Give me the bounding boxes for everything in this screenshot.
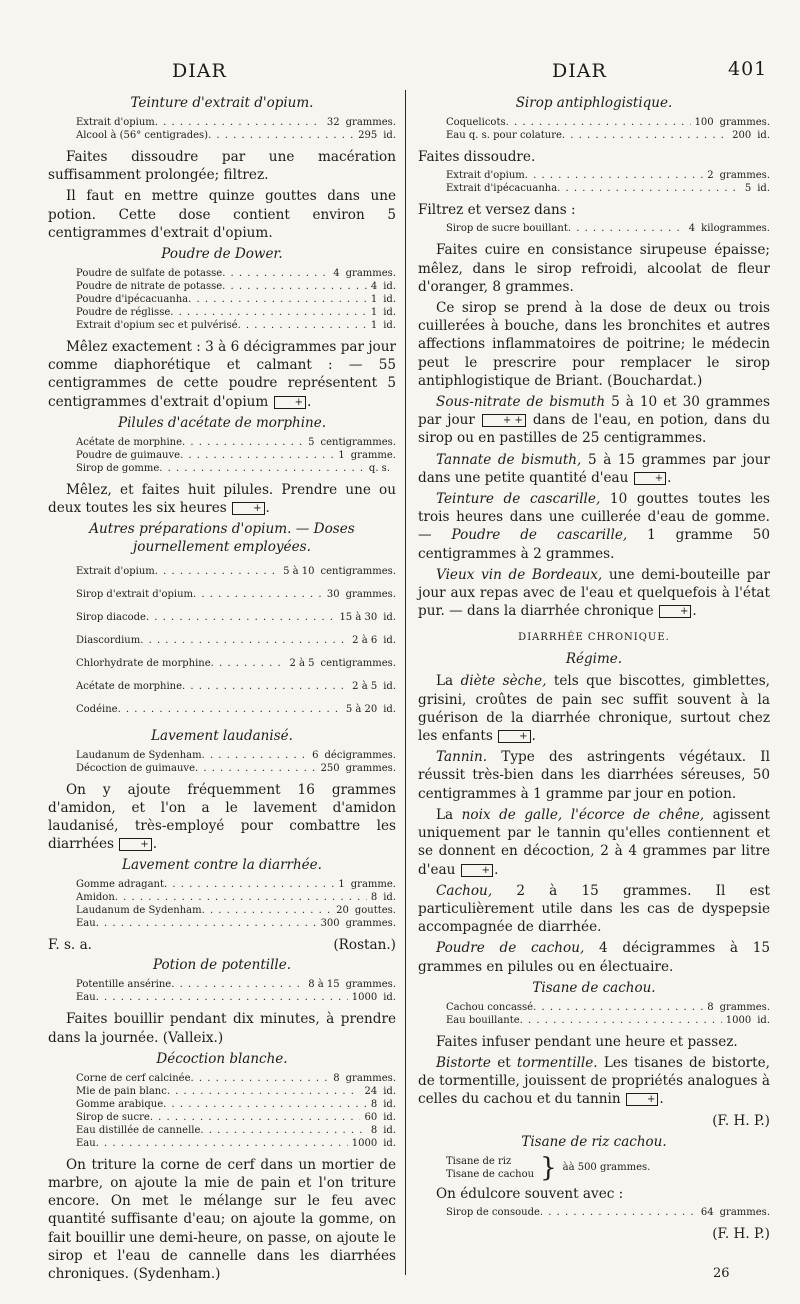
dot-leader bbox=[540, 1206, 697, 1219]
ingredient-unit: grammes. bbox=[719, 1206, 770, 1218]
ingredient-unit: gramme. bbox=[350, 449, 396, 461]
ingredient-row bbox=[76, 1137, 396, 1150]
ingredient-name: Acétate de morphine bbox=[76, 680, 183, 692]
ingredient-unit: id. bbox=[383, 1111, 396, 1123]
ingredient-quantity: 2 à 5 bbox=[352, 680, 378, 692]
dot-leader bbox=[155, 560, 279, 583]
plus-box-icon: + bbox=[634, 472, 666, 485]
ingredient-name: Diascordium bbox=[76, 634, 141, 646]
ingredient-unit: kilogrammes. bbox=[701, 223, 770, 235]
paragraph: Mêlez, et faites huit pilules. Prendre une ou deux toutes les six heures + . bbox=[48, 481, 396, 517]
ingredient-unit: gouttes. bbox=[354, 905, 396, 917]
ingredient-name: Extrait d'opium bbox=[76, 565, 155, 577]
ingredient-row bbox=[76, 991, 396, 1004]
recipe-title: Tisane de cachou. bbox=[532, 979, 656, 996]
ingredient-name: Coquelicots bbox=[446, 117, 506, 128]
recipe-title: Tisane de riz cachou. bbox=[521, 1133, 667, 1150]
ingredient-name: Eau bbox=[76, 992, 96, 1004]
paragraph: Mêlez exactement : 3 à 6 décigrammes par jour comme diaphorétique et calmant : — 55 centigrammes de cette poudre représentent 5 centigrammes d'extrait d'opium + . bbox=[48, 339, 396, 410]
ingredient-row bbox=[446, 129, 770, 142]
dot-leader bbox=[180, 449, 334, 462]
ingredient-name: Eau distillée de cannelle bbox=[76, 1124, 201, 1136]
ingredient-quantity: 6 bbox=[312, 749, 319, 761]
dot-leader bbox=[170, 306, 367, 319]
ingredient-row bbox=[76, 762, 396, 775]
ingredient-quantity: 1 bbox=[338, 449, 345, 461]
attribution: (F. H. P.) bbox=[712, 1112, 770, 1129]
ingredient-name: Eau bouillante bbox=[446, 1014, 520, 1026]
ingredient-list bbox=[446, 169, 770, 195]
ingredient-quantity: 8 bbox=[333, 1072, 340, 1084]
recipe-title: Lavement laudanisé. bbox=[151, 727, 293, 744]
ingredient-row bbox=[76, 280, 396, 293]
ingredient-quantity: 4 bbox=[688, 223, 696, 235]
ingredient-quantity: 1 bbox=[370, 320, 378, 332]
paragraph: On triture la corne de cerf dans un mortier de marbre, on ajoute la mie de pain et l'on triture encore. On met le mélange sur le feu avec quantité suffisante d'eau; on ajoute la gomme, on fait bouillir une demi-heure, on passe, on ajoute le sirop et l'eau de cannelle dans les diarrhées chroniques. (Sydenham.) bbox=[48, 1156, 396, 1283]
dot-leader bbox=[188, 293, 367, 306]
ingredient-name: Extrait d'opium sec et pulvérisé bbox=[76, 320, 238, 332]
recipe-title: Potion de potentille. bbox=[153, 957, 291, 974]
dot-leader bbox=[238, 319, 367, 332]
ingredient-quantity: 8 à 15 bbox=[308, 979, 340, 991]
ingredient-row bbox=[76, 749, 396, 762]
ingredient-quantity: 295 bbox=[358, 130, 378, 141]
ingredient-name: Poudre de sulfate de potasse bbox=[76, 268, 223, 280]
ingredient-quantity: 200 bbox=[732, 130, 752, 141]
brace-item: Tisane de riz bbox=[446, 1155, 512, 1167]
ingredient-list bbox=[76, 116, 396, 142]
ingredient-quantity: 100 bbox=[694, 117, 714, 128]
dot-leader bbox=[568, 222, 685, 235]
paragraph: Faites cuire en consistance sirupeuse épaisse; mêlez, dans le sirop refroidi, alcoolat de fleur d'oranger, 8 grammes. bbox=[418, 242, 770, 295]
recipe-title: Pilules d'acétate de morphine. bbox=[117, 414, 326, 431]
ingredient-name: Poudre d'ipécacuanha bbox=[76, 294, 189, 306]
paragraph: Tannate de bismuth, 5 à 15 grammes par jour dans une petite quantité d'eau + . bbox=[418, 451, 770, 486]
dot-leader bbox=[171, 978, 304, 991]
paragraph: Sous-nitrate de bismuth 5 à 10 et 30 grammes par jour + + dans de l'eau, en potion, dans du sirop ou en pastilles de 25 centigrammes. bbox=[418, 394, 771, 447]
ingredient-unit: id. bbox=[383, 294, 396, 306]
ingredient-unit: grammes. bbox=[719, 117, 770, 128]
ingredient-row bbox=[76, 698, 396, 721]
dot-leader bbox=[182, 675, 348, 698]
ingredient-quantity: 8 bbox=[707, 1001, 714, 1013]
paragraph: Vieux vin de Bordeaux, une demi-bouteille par jour aux repas avec de l'eau et quelquefois à l'état pur. — dans la diarrhée chronique + . bbox=[418, 566, 771, 620]
ingredient-list bbox=[446, 116, 770, 142]
running-head-right: DIAR bbox=[552, 60, 607, 82]
ingredient-name: Laudanum de Sydenham bbox=[76, 905, 202, 917]
ingredient-quantity: 5 à 10 bbox=[283, 565, 315, 577]
ingredient-quantity: 250 bbox=[320, 762, 340, 774]
ingredient-name: Décoction de guimauve bbox=[76, 762, 196, 774]
ingredient-quantity: 24 bbox=[364, 1085, 378, 1097]
ingredient-unit: centigrammes. bbox=[320, 565, 396, 577]
ingredient-unit: id. bbox=[383, 307, 396, 319]
ingredient-quantity: 8 bbox=[370, 1098, 378, 1110]
ingredient-quantity: 2 à 6 bbox=[352, 634, 378, 646]
ingredient-list bbox=[76, 436, 396, 475]
ingredient-name: Sirop de gomme bbox=[76, 462, 160, 474]
ingredient-name: Laudanum de Sydenham bbox=[76, 749, 202, 761]
ingredient-name: Alcool à (56° centigrades) bbox=[76, 130, 209, 141]
ingredient-unit: id. bbox=[383, 680, 396, 692]
paragraph: Filtrez et versez dans : bbox=[418, 202, 576, 219]
paragraph: Faites dissoudre. bbox=[418, 149, 536, 165]
ingredient-quantity: 15 à 30 bbox=[339, 611, 378, 623]
author-credit: (Rostan.) bbox=[333, 937, 396, 954]
ingredient-name: Sirop de sucre bbox=[76, 1111, 150, 1123]
ingredient-row bbox=[76, 675, 396, 698]
ingredient-name: Mie de pain blanc bbox=[76, 1085, 167, 1097]
ingredient-row bbox=[446, 116, 770, 129]
recipe-title: Poudre de Dower. bbox=[161, 246, 283, 263]
ingredient-row bbox=[76, 436, 396, 449]
plus-box-icon: + + bbox=[482, 414, 526, 427]
recipe-title: Lavement contre la diarrhée. bbox=[122, 857, 322, 874]
plus-box-icon: + bbox=[659, 605, 691, 618]
dot-leader bbox=[96, 1137, 348, 1150]
ingredient-unit: grammes. bbox=[719, 1001, 770, 1013]
ingredient-row bbox=[76, 116, 396, 129]
ingredient-quantity: 1 bbox=[338, 879, 345, 891]
ingredient-row bbox=[76, 904, 396, 917]
ingredient-quantity: 8 bbox=[370, 892, 378, 904]
paragraph: On y ajoute fréquemment 16 grammes d'amidon, et l'on a le lavement d'amidon laudanisé, très-employé pour combattre les diarrhées + . bbox=[48, 781, 396, 853]
ingredient-row bbox=[446, 222, 770, 235]
dot-leader bbox=[140, 629, 348, 652]
ingredient-quantity: 1000 bbox=[351, 1137, 378, 1149]
plus-box-icon: + bbox=[626, 1093, 658, 1106]
ingredient-quantity: 4 bbox=[333, 268, 340, 280]
ingredient-quantity: 5 bbox=[744, 183, 752, 195]
ingredient-row bbox=[76, 583, 396, 606]
ingredient-row bbox=[76, 652, 396, 675]
ingredient-row bbox=[76, 1111, 396, 1124]
ingredient-name: Sirop diacode bbox=[76, 611, 146, 623]
ingredient-unit: grammes. bbox=[719, 170, 770, 182]
paragraph: Faites infuser pendant une heure et passez. bbox=[436, 1033, 738, 1050]
fsa-text: F. s. a. bbox=[48, 937, 92, 954]
ingredient-name: Sirop de sucre bouillant bbox=[446, 223, 568, 235]
paragraph: Il faut en mettre quinze gouttes dans une potion. Cette dose contient environ 5 centigrammes d'extrait d'opium. bbox=[48, 188, 396, 241]
ingredient-quantity: 1000 bbox=[351, 992, 378, 1004]
ingredient-unit bbox=[390, 462, 396, 475]
recipe-title: Décoction blanche. bbox=[156, 1050, 288, 1067]
ingredient-list bbox=[446, 222, 770, 235]
ingredient-name: Eau bbox=[76, 918, 96, 930]
braced-ingredients bbox=[446, 1152, 770, 1183]
ingredient-row bbox=[76, 293, 396, 306]
ingredient-unit: id. bbox=[383, 320, 396, 332]
dot-leader bbox=[525, 169, 703, 182]
dot-leader bbox=[533, 1001, 703, 1014]
recipe-title: Sirop antiphlogistique. bbox=[515, 95, 673, 111]
paragraph: Poudre de cachou, 4 décigrammes à 15 grammes en pilules ou en électuaire. bbox=[418, 940, 770, 975]
ingredient-row bbox=[76, 606, 396, 629]
dot-leader bbox=[557, 182, 741, 195]
ingredient-quantity: 32 bbox=[326, 117, 340, 128]
ingredient-name: Amidon bbox=[76, 892, 115, 904]
ingredient-quantity: 64 bbox=[700, 1206, 714, 1218]
ingredient-unit: id. bbox=[757, 130, 770, 141]
dot-leader bbox=[202, 904, 333, 917]
ingredient-unit: grammes. bbox=[345, 762, 396, 774]
ingredient-unit: gramme. bbox=[350, 879, 396, 891]
ingredient-row bbox=[76, 267, 396, 280]
ingredient-row bbox=[76, 878, 396, 891]
ingredient-name: Potentille ansérine bbox=[76, 979, 172, 991]
ingredient-row bbox=[76, 129, 396, 142]
ingredient-unit: id. bbox=[757, 183, 770, 195]
ingredient-name: Extrait d'opium bbox=[76, 117, 155, 128]
ingredient-name: Poudre de nitrate de potasse bbox=[76, 281, 223, 293]
ingredient-quantity: 8 bbox=[370, 1124, 378, 1136]
ingredient-name: Codéine bbox=[76, 703, 118, 715]
paragraph: On édulcore souvent avec : bbox=[436, 1185, 624, 1202]
plus-box-icon: + bbox=[119, 838, 151, 851]
ingredient-list bbox=[76, 1072, 396, 1150]
ingredient-quantity: 1 bbox=[370, 294, 378, 306]
dot-leader bbox=[96, 917, 317, 930]
ingredient-row bbox=[76, 917, 396, 930]
dot-leader bbox=[222, 267, 329, 280]
plus-box-icon: + bbox=[498, 730, 530, 743]
ingredient-unit: id. bbox=[383, 611, 396, 623]
ingredient-unit: id. bbox=[383, 1098, 396, 1110]
signature-mark: 26 bbox=[713, 1266, 730, 1281]
page-number: 401 bbox=[728, 58, 768, 80]
ingredient-row bbox=[76, 462, 396, 475]
attribution-line bbox=[48, 936, 396, 954]
ingredient-quantity: 1000 bbox=[725, 1014, 752, 1026]
ingredient-unit: id. bbox=[757, 1014, 770, 1026]
dot-leader bbox=[182, 436, 304, 449]
paragraph: Faites bouillir pendant dix minutes, à prendre dans la journée. (Valleix.) bbox=[48, 1011, 396, 1046]
dot-leader bbox=[163, 1098, 367, 1111]
ingredient-row bbox=[446, 1001, 770, 1014]
dot-leader bbox=[222, 280, 367, 293]
ingredient-row bbox=[76, 1124, 396, 1137]
dot-leader bbox=[193, 583, 323, 606]
ingredient-row bbox=[76, 560, 396, 583]
ingredient-unit: grammes. bbox=[345, 268, 396, 280]
dot-leader bbox=[195, 762, 317, 775]
ingredient-quantity: 60 bbox=[364, 1111, 378, 1123]
paragraph: Tannin. Type des astringents végétaux. Il réussit très-bien dans les diarrhées séreuses, 50 centigrammes à 1 gramme par jour en potion. bbox=[418, 749, 770, 802]
dot-leader bbox=[200, 1124, 366, 1137]
ingredient-quantity: 4 bbox=[370, 281, 378, 293]
ingredient-name: Poudre de réglisse bbox=[76, 307, 171, 319]
paragraph: Teinture de cascarille, 10 gouttes toutes les trois heures dans une cuillerée d'eau de gomme. — Poudre de cascarille, 1 gramme 50 centigrammes à 2 grammes. bbox=[418, 491, 770, 562]
ingredient-name: Acétate de morphine bbox=[76, 436, 183, 448]
ingredient-quantity: 300 bbox=[320, 918, 340, 930]
ingredient-unit: centigrammes. bbox=[320, 657, 396, 669]
plus-box-icon: + bbox=[461, 864, 493, 877]
ingredient-row bbox=[446, 182, 770, 195]
paragraph: Faites dissoudre par une macération suffisamment prolongée; filtrez. bbox=[48, 149, 396, 184]
ingredient-unit: id. bbox=[383, 1124, 396, 1136]
dot-leader bbox=[96, 991, 348, 1004]
ingredient-list bbox=[76, 978, 396, 1004]
paragraph: Cachou, 2 à 15 grammes. Il est particulièrement utile dans les cas de dyspepsie accompagnée de diarrhée. bbox=[418, 882, 770, 936]
ingredient-unit: grammes. bbox=[345, 979, 396, 991]
brace-quantity: àà 500 grammes. bbox=[562, 1162, 651, 1174]
plus-box-icon: + bbox=[274, 396, 306, 409]
running-head-left: DIAR bbox=[172, 60, 227, 82]
ingredient-row bbox=[446, 1014, 770, 1027]
dot-leader bbox=[202, 749, 309, 762]
ingredient-unit: décigrammes. bbox=[324, 749, 396, 761]
attribution: (F. H. P.) bbox=[712, 1225, 770, 1242]
dot-leader bbox=[159, 462, 365, 475]
subsection-title: Régime. bbox=[565, 651, 623, 668]
ingredient-row bbox=[76, 1085, 396, 1098]
ingredient-name: Extrait d'ipécacuanha bbox=[446, 183, 558, 195]
ingredient-list bbox=[76, 878, 396, 930]
ingredient-list bbox=[76, 560, 396, 721]
ingredient-unit: id. bbox=[383, 634, 396, 646]
ingredient-unit: centigrammes. bbox=[320, 436, 396, 448]
ingredient-name: Poudre de guimauve bbox=[76, 449, 181, 461]
paragraph: Bistorte et tormentille. Les tisanes de bistorte, de tormentille, jouissent de propriétés analogues à celles du cachou et du tannin + . bbox=[418, 1054, 770, 1108]
ingredient-unit: grammes. bbox=[345, 918, 396, 930]
ingredient-row bbox=[76, 629, 396, 652]
dot-leader bbox=[150, 1111, 361, 1124]
recipe-title: Teinture d'extrait d'opium. bbox=[130, 95, 314, 111]
ingredient-name: Eau bbox=[76, 1137, 96, 1149]
dot-leader bbox=[118, 698, 342, 721]
ingredient-quantity: 1 bbox=[370, 307, 378, 319]
ingredient-unit: id. bbox=[383, 892, 396, 904]
dot-leader bbox=[164, 878, 334, 891]
ingredient-quantity: 5 bbox=[308, 436, 315, 448]
paragraph: La noix de galle, l'écorce de chêne, agissent uniquement par le tannin qu'elles contiennent et se donnent en décoction, 2 à 4 grammes par litre d'eau + . bbox=[418, 806, 770, 878]
ingredient-row bbox=[76, 978, 396, 991]
ingredient-name: Eau q. s. pour colature bbox=[446, 130, 562, 141]
ingredient-quantity: q. s. bbox=[368, 462, 390, 474]
ingredient-row bbox=[446, 1206, 770, 1219]
paragraph: Ce sirop se prend à la dose de deux ou trois cuillerées à bouche, dans les bronchites et autres affections inflammatoires de poitrine; le médecin peut le prescrire pour remplacer le sirop antiphlogistique de Briant. (Bouchardat.) bbox=[418, 300, 770, 389]
ingredient-name: Extrait d'opium bbox=[446, 170, 525, 182]
ingredient-unit: id. bbox=[383, 1085, 396, 1097]
ingredient-row bbox=[446, 169, 770, 182]
ingredient-name: Corne de cerf calcinée bbox=[76, 1072, 191, 1084]
brace-items bbox=[446, 1155, 534, 1181]
ingredient-unit: id. bbox=[383, 281, 396, 293]
section-heading: DIARRHÉE CHRONIQUE. bbox=[518, 632, 670, 644]
brace-icon: } bbox=[540, 1152, 557, 1183]
ingredient-list bbox=[446, 1001, 770, 1027]
ingredient-quantity: 20 bbox=[336, 905, 349, 917]
dot-leader bbox=[520, 1014, 722, 1027]
ingredient-name: Sirop de consoude bbox=[446, 1206, 540, 1218]
ingredient-row bbox=[76, 1072, 396, 1085]
ingredient-quantity: 5 à 20 bbox=[345, 703, 378, 715]
ingredient-name: Cachou concassé bbox=[446, 1001, 534, 1013]
dot-leader bbox=[191, 1072, 330, 1085]
dot-leader bbox=[506, 116, 691, 129]
dot-leader bbox=[155, 116, 323, 129]
paragraph: La diète sèche, tels que biscottes, gimblettes, grisini, croûtes de pain sec suffit souvent à la guérison de la diarrhée chronique, surtout chez les enfants + . bbox=[418, 673, 770, 745]
paragraph: Autres préparations d'opium. — Doses journellement employées. bbox=[89, 521, 355, 556]
ingredient-unit: grammes. bbox=[345, 588, 396, 600]
ingredient-quantity: 2 bbox=[707, 170, 714, 182]
ingredient-row bbox=[76, 306, 396, 319]
ingredient-name: Chlorhydrate de morphine bbox=[76, 657, 211, 669]
dot-leader bbox=[167, 1085, 361, 1098]
ingredient-list bbox=[446, 1206, 770, 1219]
dot-leader bbox=[562, 129, 728, 142]
ingredient-quantity: 2 à 5 bbox=[289, 657, 315, 669]
ingredient-unit: id. bbox=[383, 703, 396, 715]
ingredient-unit: id. bbox=[383, 992, 396, 1004]
dot-leader bbox=[211, 652, 286, 675]
ingredient-name: Gomme arabique bbox=[76, 1098, 164, 1110]
ingredient-list bbox=[76, 267, 396, 332]
ingredient-unit: id. bbox=[383, 1137, 396, 1149]
dot-leader bbox=[146, 606, 336, 629]
column-rule bbox=[405, 90, 406, 1275]
left-column bbox=[48, 92, 396, 1286]
dot-leader bbox=[208, 129, 354, 142]
ingredient-row bbox=[76, 1098, 396, 1111]
brace-item: Tisane de cachou bbox=[446, 1168, 535, 1180]
ingredient-unit: grammes. bbox=[345, 117, 396, 128]
plus-box-icon: + bbox=[232, 502, 264, 515]
ingredient-row bbox=[76, 891, 396, 904]
ingredient-name: Gomme adragant bbox=[76, 879, 164, 891]
ingredient-name: Sirop d'extrait d'opium bbox=[76, 588, 193, 600]
ingredient-unit: id. bbox=[383, 130, 396, 141]
ingredient-quantity: 30 bbox=[326, 588, 340, 600]
dot-leader bbox=[115, 891, 367, 904]
ingredient-row bbox=[76, 449, 396, 462]
right-column bbox=[418, 92, 770, 1246]
ingredient-row bbox=[76, 319, 396, 332]
ingredient-list bbox=[76, 749, 396, 775]
ingredient-unit: grammes. bbox=[345, 1072, 396, 1084]
